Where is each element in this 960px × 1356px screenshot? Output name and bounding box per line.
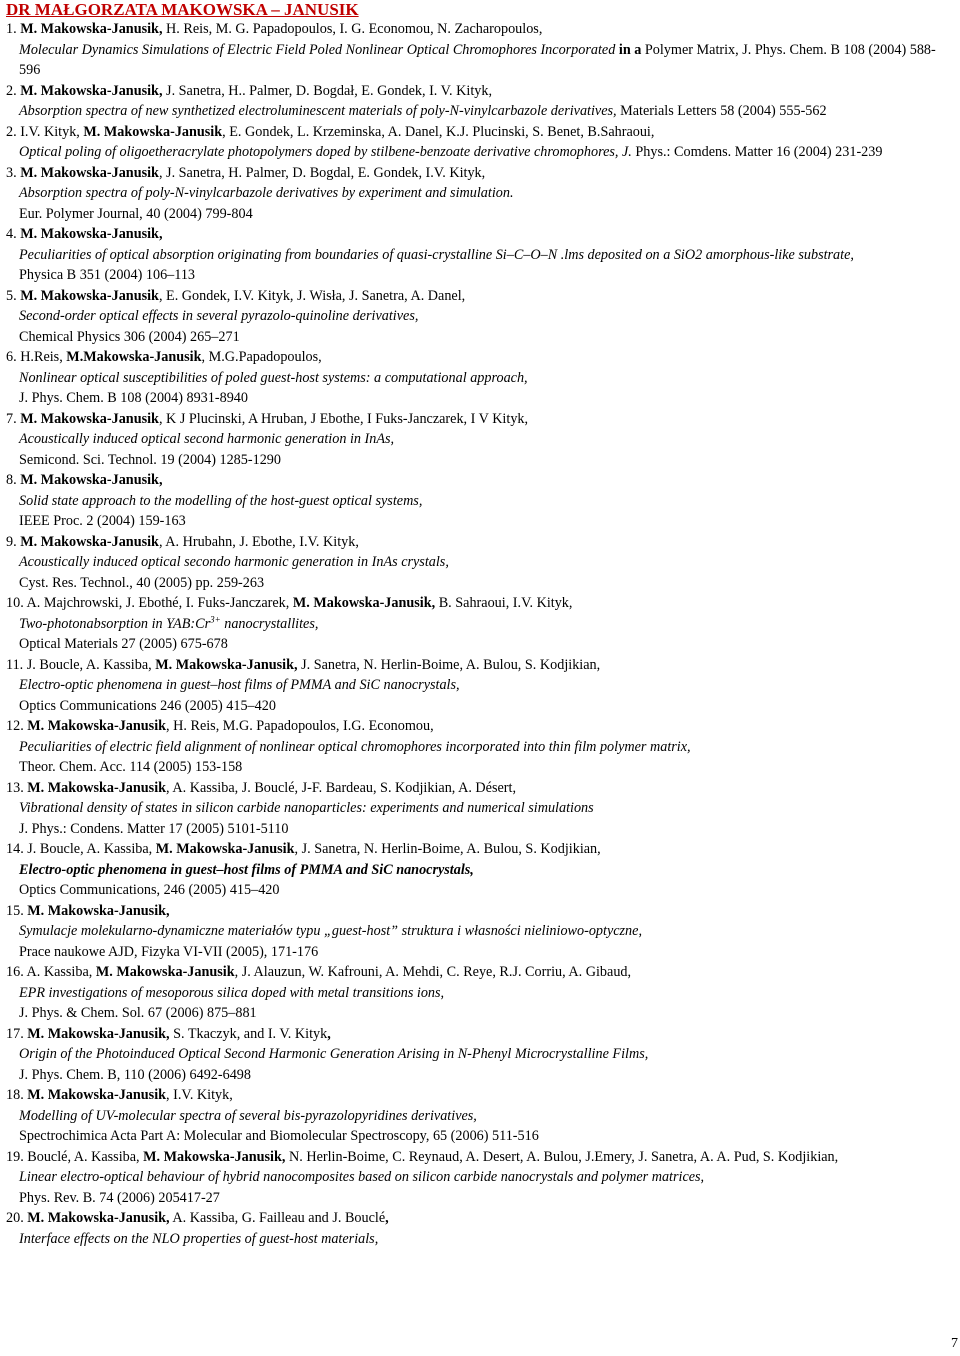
- highlighted-author: M. Makowska-Janusik: [20, 164, 159, 181]
- publication-entry: [3, 347, 953, 409]
- entry-title-line: [3, 183, 953, 204]
- entry-title-line: [3, 983, 953, 1004]
- entry-title: Linear electro-optical behaviour of hybrid nanocomposites based on silicon carbide nanocrystals and polymer matrices,: [19, 1169, 705, 1185]
- entry-authors: [3, 470, 953, 491]
- publication-entry: [3, 409, 953, 471]
- publication-entry: [3, 839, 953, 901]
- entry-title-line: [3, 368, 953, 389]
- publication-entry: [3, 1024, 953, 1086]
- entry-authors: [3, 286, 953, 307]
- highlighted-author: M. Makowska-Janusik,: [20, 21, 163, 37]
- publication-list: [3, 19, 953, 1249]
- entry-authors: [3, 962, 953, 983]
- entry-source: Polymer Matrix, J. Phys. Chem. B 108 (2004) 588-596: [19, 41, 936, 78]
- entry-title: Molecular Dynamics Simulations of Electric Field Poled Nonlinear Optical Chromophores Incorporated: [19, 41, 616, 58]
- entry-title-line: [3, 675, 953, 696]
- highlighted-author: M. Makowska-Janusik: [27, 779, 167, 796]
- publication-entry: [3, 716, 953, 778]
- publication-entry: [3, 1147, 953, 1209]
- entry-title-line: [3, 101, 953, 122]
- authors-text: 2. I.V. Kityk,: [6, 123, 84, 140]
- highlighted-author: M. Makowska-Janusik,: [27, 1210, 170, 1226]
- entry-title: Origin of the Photoinduced Optical Second Harmonic Generation Arising in N-Phenyl Microcrystalline Films,: [19, 1046, 649, 1062]
- publication-entry: [3, 532, 953, 594]
- publication-entry: [3, 1208, 953, 1249]
- entry-authors: [3, 1024, 953, 1045]
- publication-entry: [3, 224, 953, 286]
- authors-text: B. Sahraoui, I.V. Kityk,: [435, 595, 573, 611]
- authors-text: H. Reis, M. G. Papadopoulos, I. G. Economou, N. Zacharopoulos,: [162, 21, 543, 37]
- entry-authors: [3, 839, 953, 860]
- title-connector: in a: [615, 41, 645, 58]
- authors-text: 14. J. Boucle, A. Kassiba,: [6, 841, 156, 857]
- entry-title-line: [3, 798, 953, 819]
- publication-entry: [3, 962, 953, 1024]
- entry-title: Interface effects on the NLO properties of guest-host materials,: [19, 1230, 379, 1247]
- entry-authors: [3, 778, 953, 799]
- authors-text: 15.: [6, 902, 28, 919]
- authors-text: , J. Sanetra, N. Herlin-Boime, A. Bulou, S. Kodjikian,: [294, 841, 601, 857]
- entry-title-line: [3, 306, 953, 327]
- entry-title: Solid state approach to the modelling of the host-guest optical systems,: [19, 492, 423, 509]
- title-superscript: 3+: [210, 613, 221, 624]
- authors-text: , I.V. Kityk,: [166, 1087, 233, 1103]
- page-number: 7: [951, 1336, 958, 1351]
- entry-title-line: [3, 552, 953, 573]
- authors-text: 1.: [6, 21, 21, 37]
- entry-title-line: [3, 921, 953, 942]
- entry-title-line: [3, 614, 953, 635]
- entry-source: Spectrochimica Acta Part A: Molecular and Biomolecular Spectroscopy, 65 (2006) 511-516: [19, 1128, 539, 1144]
- page-heading: DR MAŁGORZATA MAKOWSKA – JANUSIK: [6, 0, 359, 19]
- publication-entry: [3, 778, 953, 840]
- entry-authors: [3, 655, 953, 676]
- publication-page: [3, 0, 953, 1249]
- publication-entry: [3, 81, 953, 122]
- highlighted-author: M.Makowska-Janusik: [66, 349, 202, 365]
- authors-text: 19. Bouclé, A. Kassiba,: [6, 1148, 144, 1165]
- authors-text: J. Sanetra, H.. Palmer, D. Bogdał, E. Gondek, I. V. Kityk,: [162, 82, 493, 99]
- entry-authors: [3, 409, 953, 430]
- entry-source: J. Phys. Chem. B 108 (2004) 8931-8940: [19, 390, 248, 406]
- entry-title: Peculiarities of optical absorption originating from boundaries of quasi-crystalline Si–C–O–N .lms deposited on a SiO2 amorphous-like substrate,: [19, 246, 854, 263]
- entry-title-line: [3, 429, 953, 450]
- publication-entry: [3, 163, 953, 225]
- authors-punct: ,: [327, 1025, 331, 1042]
- highlighted-author: M. Makowska-Janusik: [27, 718, 167, 734]
- entry-source: Optics Communications 246 (2005) 415–420: [19, 697, 276, 714]
- highlighted-author: M. Makowska-Janusik,: [155, 656, 298, 673]
- entry-title: Two-photonabsorption in YAB:Cr: [19, 615, 211, 632]
- entry-source: Eur. Polymer Journal, 40 (2004) 799-804: [19, 205, 253, 222]
- entry-title: Symulacje molekularno-dynamiczne materiałów typu „guest-host” struktura i własności nieliniowo-optyczne,: [19, 923, 642, 939]
- authors-text: 7.: [6, 410, 21, 427]
- authors-text: 10. A. Majchrowski, J. Ebothé, I. Fuks-Janczarek,: [6, 595, 293, 611]
- entry-authors: [3, 901, 953, 922]
- entry-source: Optics Communications, 246 (2005) 415–420: [19, 882, 280, 898]
- entry-title-line: [3, 860, 953, 881]
- entry-authors: [3, 1085, 953, 1106]
- entry-source: Phys. Rev. B. 74 (2006) 205417-27: [19, 1189, 220, 1206]
- entry-title: Modelling of UV-molecular spectra of several bis-pyrazolopyridines derivatives,: [19, 1107, 477, 1124]
- authors-text: A. Kassiba, G. Failleau and J. Bouclé: [169, 1210, 386, 1226]
- entry-source: Phys.: Comdens. Matter 16 (2004) 231-239: [631, 144, 883, 160]
- authors-text: S. Tkaczyk, and I. V. Kityk: [169, 1025, 328, 1042]
- entry-title-line: [3, 1106, 953, 1127]
- authors-text: 20.: [6, 1210, 28, 1226]
- publication-entry: [3, 1085, 953, 1147]
- entry-title-line: [3, 142, 953, 163]
- highlighted-author: M. Makowska-Janusik,: [27, 1025, 170, 1042]
- entry-title: Nonlinear optical susceptibilities of poled guest-host systems: a computational approach,: [19, 369, 528, 386]
- entry-title-line: [3, 737, 953, 758]
- highlighted-author: M. Makowska-Janusik: [83, 123, 223, 140]
- highlighted-author: M. Makowska-Janusik: [95, 964, 235, 980]
- entry-title: EPR investigations of mesoporous silica doped with metal transitions ions,: [19, 984, 445, 1001]
- publication-entry: [3, 470, 953, 532]
- authors-text: 17.: [6, 1025, 28, 1042]
- authors-text: , K J Plucinski, A Hruban, J Ebothe, I Fuks-Janczarek, I V Kityk,: [158, 410, 529, 427]
- highlighted-author: M. Makowska-Janusik: [20, 287, 159, 304]
- publication-entry: [3, 122, 953, 163]
- highlighted-author: M. Makowska-Janusik,: [20, 82, 163, 99]
- authors-text: 9.: [6, 533, 21, 550]
- entry-title: Acoustically induced optical secondo harmonic generation in InAs crystals,: [19, 554, 449, 570]
- entry-title: Electro-optic phenomena in guest–host films of PMMA and SiC nanocrystals,: [19, 861, 474, 878]
- entry-authors: [3, 81, 953, 102]
- entry-authors: [3, 716, 953, 737]
- highlighted-author: M. Makowska-Janusik,: [27, 902, 170, 919]
- entry-title-line: [3, 1167, 953, 1188]
- authors-text: 13.: [6, 779, 28, 796]
- entry-title: Acoustically induced optical second harmonic generation in InAs,: [19, 431, 395, 447]
- authors-text: , A. Hrubahn, J. Ebothe, I.V. Kityk,: [158, 533, 359, 550]
- entry-title-line: [3, 40, 953, 81]
- authors-text: 6. H.Reis,: [6, 349, 67, 365]
- authors-text: N. Herlin-Boime, C. Reynaud, A. Desert, A. Bulou, J.Emery, J. Sanetra, A. A. Pud, S. Kodjikian,: [285, 1148, 839, 1165]
- entry-title-line: [3, 491, 953, 512]
- entry-title-line: [3, 245, 953, 266]
- authors-text: 11. J. Boucle, A. Kassiba,: [6, 656, 156, 673]
- entry-source: Prace naukowe AJD, Fizyka VI-VII (2005), 171-176: [19, 943, 319, 960]
- publication-entry: [3, 593, 953, 655]
- entry-title: Absorption spectra of poly-N-vinylcarbazole derivatives by experiment and simulation.: [19, 185, 514, 201]
- entry-source: Materials Letters 58 (2004) 555-562: [616, 103, 827, 119]
- highlighted-author: M. Makowska-Janusik: [20, 533, 159, 550]
- authors-text: , H. Reis, M.G. Papadopoulos, I.G. Economou,: [166, 718, 434, 734]
- entry-authors: [3, 347, 953, 368]
- publication-entry: [3, 19, 953, 81]
- authors-text: , E. Gondek, I.V. Kityk, J. Wisła, J. Sanetra, A. Danel,: [158, 287, 466, 304]
- highlighted-author: M. Makowska-Janusik,: [143, 1148, 286, 1165]
- entry-title: Optical poling of oligoetheracrylate photopolymers doped by stilbene-benzoate derivative chromophores, J.: [19, 144, 632, 160]
- entry-authors: [3, 122, 953, 143]
- entry-authors: [3, 532, 953, 553]
- entry-source: IEEE Proc. 2 (2004) 159-163: [19, 513, 186, 529]
- entry-source: J. Phys.: Condens. Matter 17 (2005) 5101-5110: [19, 820, 289, 837]
- entry-title-line: [3, 1229, 953, 1250]
- publication-entry: [3, 286, 953, 348]
- highlighted-author: M. Makowska-Janusik: [155, 841, 295, 857]
- authors-text: 4.: [6, 226, 21, 242]
- entry-source: Cyst. Res. Technol., 40 (2005) pp. 259-263: [19, 574, 265, 591]
- publication-entry: [3, 655, 953, 717]
- authors-text: 5.: [6, 287, 21, 304]
- entry-title: Peculiarities of electric field alignment of nonlinear optical chromophores incorporated into thin film polymer matrix,: [19, 738, 691, 755]
- highlighted-author: M. Makowska-Janusik: [20, 410, 159, 427]
- authors-text: 2.: [6, 82, 21, 99]
- highlighted-author: M. Makowska-Janusik,: [292, 595, 436, 611]
- entry-source: Semicond. Sci. Technol. 19 (2004) 1285-1290: [19, 451, 281, 468]
- highlighted-author: M. Makowska-Janusik,: [20, 472, 163, 488]
- entry-authors: [3, 1208, 953, 1229]
- entry-source: Physica B 351 (2004) 106–113: [19, 267, 196, 283]
- entry-source: Optical Materials 27 (2005) 675-678: [19, 636, 228, 652]
- authors-text: , J. Sanetra, H. Palmer, D. Bogdal, E. Gondek, I.V. Kityk,: [158, 164, 486, 181]
- authors-text: , A. Kassiba, J. Bouclé, J-F. Bardeau, S. Kodjikian, A. Désert,: [166, 779, 517, 796]
- highlighted-author: M. Makowska-Janusik,: [20, 226, 163, 242]
- authors-text: , M.G.Papadopoulos,: [201, 349, 322, 365]
- authors-punct: ,: [385, 1210, 389, 1226]
- entry-source: Chemical Physics 306 (2004) 265–271: [19, 328, 240, 345]
- authors-text: , E. Gondek, L. Krzeminska, A. Danel, K.J. Plucinski, S. Benet, B.Sahraoui,: [222, 123, 655, 140]
- authors-text: 16. A. Kassiba,: [6, 964, 96, 980]
- entry-title-line: [3, 1044, 953, 1065]
- entry-title: Second-order optical effects in several pyrazolo-quinoline derivatives,: [19, 308, 419, 324]
- entry-title: Vibrational density of states in silicon carbide nanoparticles: experiments and numerical simulations: [19, 800, 594, 816]
- entry-source: J. Phys. Chem. B, 110 (2006) 6492-6498: [19, 1066, 251, 1083]
- entry-title: Electro-optic phenomena in guest–host films of PMMA and SiC nanocrystals,: [19, 677, 460, 693]
- authors-text: 8.: [6, 472, 21, 488]
- entry-title: Absorption spectra of new synthetized electroluminescent materials of poly-N-vinylcarbazole derivatives,: [19, 103, 617, 119]
- entry-authors: [3, 593, 953, 614]
- authors-text: , J. Alauzun, W. Kafrouni, A. Mehdi, C. Reye, R.J. Corriu, A. Gibaud,: [234, 964, 632, 980]
- authors-text: 18.: [6, 1087, 28, 1103]
- entry-source: J. Phys. & Chem. Sol. 67 (2006) 875–881: [19, 1005, 257, 1021]
- entry-title: nanocrystallites,: [220, 615, 319, 632]
- publication-entry: [3, 901, 953, 963]
- entry-authors: [3, 163, 953, 184]
- entry-authors: [3, 1147, 953, 1168]
- authors-text: 12.: [6, 718, 28, 734]
- authors-text: 3.: [6, 164, 21, 181]
- entry-authors: [3, 224, 953, 245]
- entry-authors: [3, 19, 953, 40]
- authors-text: J. Sanetra, N. Herlin-Boime, A. Bulou, S. Kodjikian,: [297, 656, 601, 673]
- entry-source: Theor. Chem. Acc. 114 (2005) 153-158: [19, 759, 243, 775]
- highlighted-author: M. Makowska-Janusik: [27, 1087, 167, 1103]
